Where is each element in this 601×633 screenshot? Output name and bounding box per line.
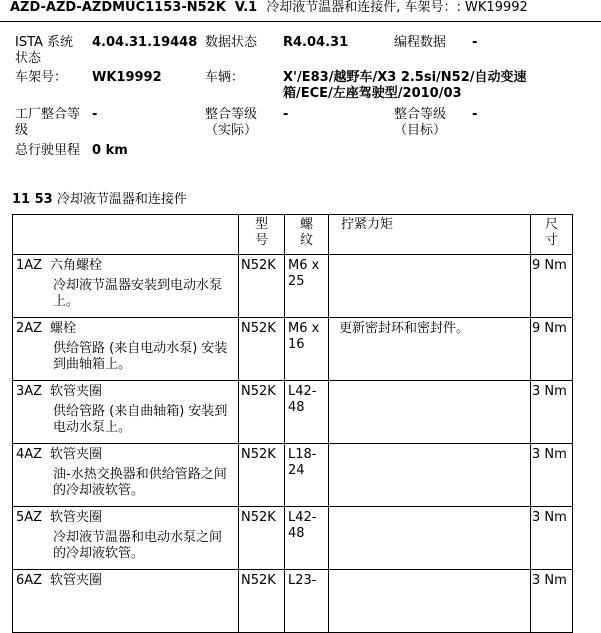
- document-header: [0, 0, 601, 22]
- row-desc: 冷却液节温器和电动水泵之间的冷却液软管。: [53, 530, 223, 561]
- table-row: [13, 444, 573, 507]
- row-torque: 3 Nm: [531, 507, 573, 570]
- row-screw: L42-48: [285, 381, 329, 444]
- doc-id: AZD-AZD-AZDMUC1153-N52K: [10, 0, 226, 15]
- ista-value: 4.04.31.19448: [92, 35, 198, 50]
- row-type: N52K: [239, 507, 285, 570]
- table-row: [13, 507, 573, 570]
- header-torque: 拧紧力矩: [329, 215, 531, 255]
- factory-label: 工厂整合等级: [15, 107, 81, 138]
- ista-label: ISTA 系统状态: [15, 35, 74, 66]
- row-screw: M6 x 25: [285, 255, 329, 318]
- row-note: 更新密封环和密封件。: [329, 318, 531, 381]
- row-desc: 供给管路 (来自电动水泵) 安装到曲轴箱上。: [53, 341, 228, 372]
- table-row: [13, 570, 573, 633]
- row-code: 1AZ: [16, 258, 43, 273]
- row-note: [329, 444, 531, 507]
- row-name: 螺栓: [50, 321, 77, 336]
- header-position: [13, 215, 239, 255]
- row-torque: 3 Nm: [531, 444, 573, 507]
- table-row: [13, 318, 573, 381]
- row-code: 6AZ: [16, 573, 43, 588]
- row-desc: 供给管路 (来自曲轴箱) 安装到电动水泵上。: [53, 404, 228, 435]
- section-title: 冷却液节温器和连接件: [56, 192, 187, 207]
- factory-value: -: [92, 107, 98, 122]
- programming-value: -: [472, 35, 478, 50]
- actual-label: 整合等级（实际）: [205, 107, 258, 138]
- row-note: [329, 255, 531, 318]
- row-code: 4AZ: [16, 447, 43, 462]
- torque-table: [12, 214, 573, 633]
- row-note: [329, 570, 531, 633]
- row-type: N52K: [239, 318, 285, 381]
- row-torque: 3 Nm: [531, 381, 573, 444]
- row-desc: 油-水热交换器和供给管路之间的冷却液软管。: [53, 467, 227, 498]
- row-name: 软管夹圈: [50, 384, 103, 399]
- target-value: -: [472, 107, 478, 122]
- vehicle-value: X'/E83/越野车/X3 2.5si/N52/自动变速箱/ECE/左座驾驶型/2010/03: [283, 70, 527, 101]
- row-screw: M6 x 16: [285, 318, 329, 381]
- row-torque: 9 Nm: [531, 318, 573, 381]
- doc-version: V.1: [234, 0, 258, 15]
- row-note: [329, 507, 531, 570]
- doc-title: 冷却液节温器和连接件, 车架号：: WK19992: [266, 0, 528, 15]
- row-code: 5AZ: [16, 510, 43, 525]
- data-status-label: 数据状态: [205, 35, 258, 50]
- table-row: [13, 255, 573, 318]
- table-row: [13, 381, 573, 444]
- header-size: 尺寸: [531, 215, 573, 255]
- row-screw: L18-24: [285, 444, 329, 507]
- row-type: N52K: [239, 570, 285, 633]
- row-name: 软管夹圈: [50, 447, 103, 462]
- data-status-value: R4.04.31: [283, 35, 349, 50]
- row-name: 软管夹圈: [50, 573, 103, 588]
- header-type: 型号: [239, 215, 285, 255]
- row-code: 2AZ: [16, 321, 43, 336]
- row-screw: L42-48: [285, 507, 329, 570]
- row-note: [329, 381, 531, 444]
- header-screw: 螺纹: [285, 215, 329, 255]
- row-name: 六角螺栓: [50, 258, 103, 273]
- chassis-value: WK19992: [92, 70, 162, 85]
- row-type: N52K: [239, 255, 285, 318]
- section-number: 11 53: [12, 192, 53, 207]
- mileage-label: 总行驶里程: [15, 143, 81, 158]
- actual-value: -: [283, 107, 289, 122]
- row-name: 软管夹圈: [50, 510, 103, 525]
- target-label: 整合等级（目标）: [394, 107, 447, 138]
- table-header-row: [13, 215, 573, 255]
- row-torque: 9 Nm: [531, 255, 573, 318]
- row-code: 3AZ: [16, 384, 43, 399]
- row-screw: L23-: [285, 570, 329, 633]
- vehicle-label: 车辆：: [205, 70, 245, 85]
- mileage-value: 0 km: [92, 143, 128, 158]
- row-desc: 冷却液节温器安装到电动水泵上。: [53, 278, 223, 309]
- row-type: N52K: [239, 444, 285, 507]
- row-type: N52K: [239, 381, 285, 444]
- chassis-label: 车架号：: [15, 70, 68, 85]
- row-torque: 3 Nm: [531, 570, 573, 633]
- programming-label: 编程数据: [394, 35, 447, 50]
- section-heading: [12, 192, 187, 208]
